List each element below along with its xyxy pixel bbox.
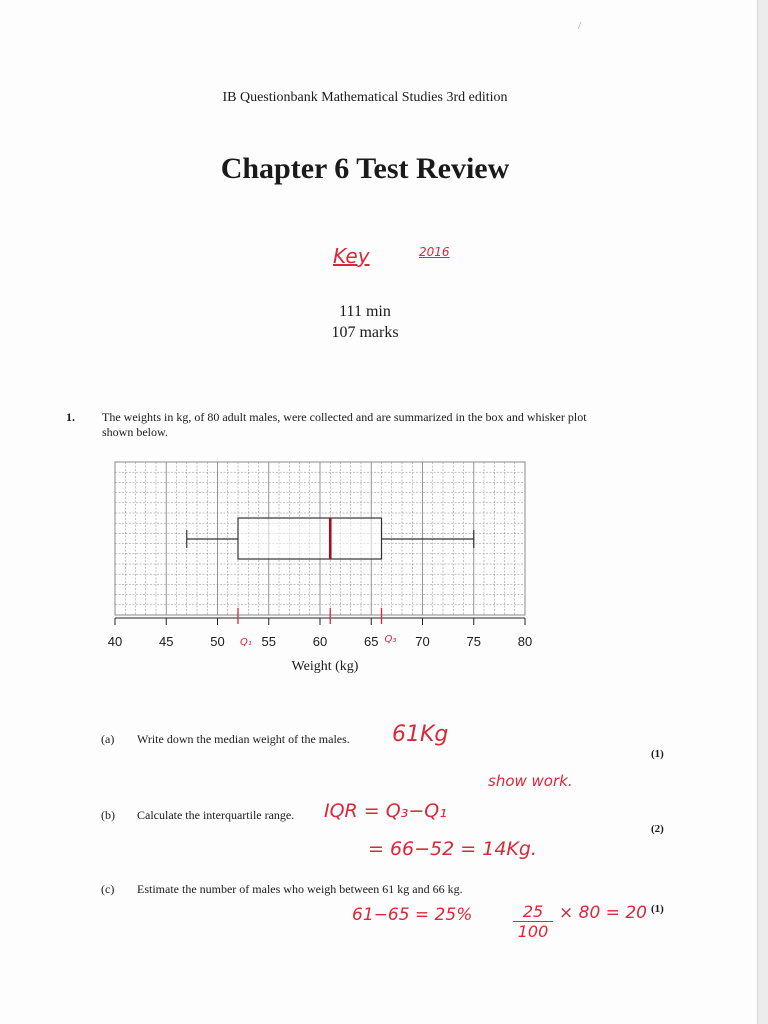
q1-annotation: Q₁	[240, 637, 252, 648]
q3-annotation: Q₃	[384, 634, 397, 645]
x-axis	[108, 618, 532, 674]
x-tick-label: 65	[364, 634, 379, 649]
part-b-answer-line1: IQR = Q₃−Q₁	[324, 800, 447, 822]
x-tick-label: 70	[415, 634, 430, 649]
x-tick-label: 80	[517, 634, 533, 649]
x-tick-label: 40	[107, 634, 123, 649]
part-b-label: (b)	[101, 808, 115, 822]
part-c-fraction	[513, 902, 553, 941]
part-a-answer: 61Kg	[392, 722, 449, 747]
box-plot	[187, 518, 474, 559]
part-c-text: Estimate the number of males who weigh between 61 kg and 66 kg.	[137, 882, 463, 896]
page-edge	[757, 0, 768, 1024]
part-b-marks: (2)	[651, 823, 664, 835]
fraction-denominator: 100	[517, 922, 549, 941]
x-tick-label: 75	[466, 634, 481, 649]
part-a-marks: (1)	[651, 748, 664, 760]
x-axis-label: Weight (kg)	[291, 659, 359, 674]
question-text: The weights in kg, of 80 adult males, were collected and are summarized in the box and whisker plot shown below.	[102, 410, 587, 439]
part-c-marks: (1)	[651, 903, 664, 915]
question-number: 1.	[66, 410, 75, 424]
box-plot-chart	[100, 455, 540, 685]
total-marks: 107 marks	[331, 324, 399, 341]
part-b-answer-line2: = 66−52 = 14Kg.	[368, 838, 537, 860]
part-a-text: Write down the median weight of the males.	[137, 732, 350, 746]
part-a-label: (a)	[101, 732, 115, 746]
handwritten-key: Key	[333, 244, 370, 268]
part-b-text: Calculate the interquartile range.	[137, 808, 295, 822]
x-tick-label: 55	[261, 634, 276, 649]
interquartile-box	[238, 518, 382, 559]
x-tick-label: 45	[159, 634, 174, 649]
x-tick-label: 60	[312, 634, 328, 649]
fraction-numerator: 25	[513, 902, 553, 922]
document-subtitle: IB Questionbank Mathematical Studies 3rd edition	[222, 90, 508, 105]
part-c-answer: × 80 = 20	[559, 903, 647, 923]
show-work-note: show work.	[488, 772, 573, 790]
x-tick-label: 50	[210, 634, 225, 649]
part-c-label: (c)	[101, 882, 115, 896]
part-c-working: 61−65 = 25%	[352, 905, 473, 925]
document-title: Chapter 6 Test Review	[220, 152, 510, 185]
test-duration: 111 min	[339, 303, 391, 320]
margin-scribble: /	[578, 20, 582, 32]
handwritten-year: 2016	[419, 245, 450, 259]
